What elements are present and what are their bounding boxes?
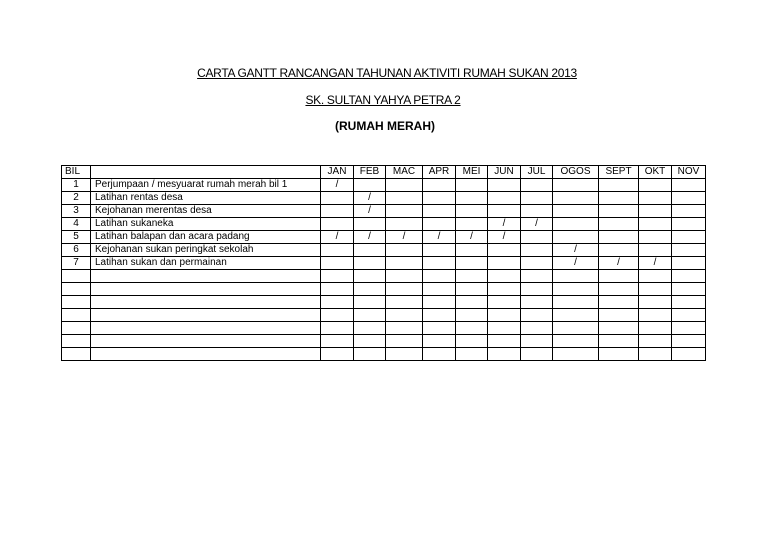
- empty-cell: [488, 296, 521, 309]
- empty-cell: [553, 348, 599, 361]
- gantt-table: [61, 165, 706, 361]
- empty-row: [62, 335, 706, 348]
- month-mark-cell: [672, 231, 706, 244]
- empty-cell: [91, 270, 321, 283]
- empty-cell: [354, 296, 386, 309]
- month-mark-cell: [599, 231, 639, 244]
- month-mark-cell: [321, 218, 354, 231]
- empty-cell: [599, 270, 639, 283]
- empty-cell: [488, 270, 521, 283]
- month-mark-cell: [553, 231, 599, 244]
- empty-cell: [599, 296, 639, 309]
- empty-cell: [354, 309, 386, 322]
- table-row: [62, 231, 706, 244]
- empty-cell: [386, 270, 423, 283]
- month-mark-cell: [423, 192, 456, 205]
- empty-row: [62, 283, 706, 296]
- month-header: APR: [423, 166, 456, 179]
- month-mark-cell: [521, 205, 553, 218]
- empty-cell: [521, 270, 553, 283]
- month-mark-cell: [423, 179, 456, 192]
- month-mark-cell: [599, 205, 639, 218]
- empty-cell: [639, 296, 672, 309]
- empty-cell: [456, 309, 488, 322]
- empty-cell: [423, 322, 456, 335]
- empty-cell: [91, 309, 321, 322]
- empty-cell: [386, 309, 423, 322]
- month-mark-cell: [386, 257, 423, 270]
- table-row: [62, 218, 706, 231]
- month-mark-cell: /: [488, 231, 521, 244]
- empty-cell: [488, 283, 521, 296]
- empty-row: [62, 309, 706, 322]
- month-mark-cell: [488, 192, 521, 205]
- empty-cell: [521, 335, 553, 348]
- table-row: [62, 257, 706, 270]
- empty-cell: [321, 296, 354, 309]
- empty-cell: [456, 296, 488, 309]
- empty-cell: [386, 348, 423, 361]
- month-mark-cell: [354, 218, 386, 231]
- month-mark-cell: [521, 244, 553, 257]
- empty-cell: [386, 296, 423, 309]
- empty-cell: [423, 348, 456, 361]
- empty-cell: [456, 348, 488, 361]
- empty-cell: [672, 348, 706, 361]
- empty-cell: [672, 270, 706, 283]
- empty-cell: [321, 309, 354, 322]
- month-header: OKT: [639, 166, 672, 179]
- month-mark-cell: /: [423, 231, 456, 244]
- month-mark-cell: [321, 244, 354, 257]
- month-header: SEPT: [599, 166, 639, 179]
- empty-cell: [91, 283, 321, 296]
- month-mark-cell: [321, 192, 354, 205]
- empty-cell: [321, 348, 354, 361]
- month-mark-cell: [423, 205, 456, 218]
- month-mark-cell: [354, 179, 386, 192]
- empty-cell: [321, 322, 354, 335]
- month-mark-cell: /: [639, 257, 672, 270]
- month-mark-cell: [456, 179, 488, 192]
- empty-cell: [321, 270, 354, 283]
- month-mark-cell: [321, 205, 354, 218]
- month-mark-cell: [354, 244, 386, 257]
- empty-cell: [488, 322, 521, 335]
- empty-cell: [639, 322, 672, 335]
- empty-cell: [521, 348, 553, 361]
- month-mark-cell: [321, 257, 354, 270]
- school-name: SK. SULTAN YAHYA PETRA 2: [305, 93, 461, 107]
- month-mark-cell: [672, 179, 706, 192]
- month-mark-cell: /: [456, 231, 488, 244]
- empty-row: [62, 322, 706, 335]
- empty-cell: [354, 283, 386, 296]
- activity-cell: Latihan sukan dan permainan: [91, 257, 321, 270]
- header-row: [62, 166, 706, 179]
- month-mark-cell: [672, 192, 706, 205]
- empty-cell: [599, 335, 639, 348]
- empty-cell: [553, 270, 599, 283]
- month-mark-cell: [423, 244, 456, 257]
- month-mark-cell: [354, 257, 386, 270]
- empty-cell: [354, 322, 386, 335]
- month-mark-cell: [672, 244, 706, 257]
- empty-cell: [354, 270, 386, 283]
- empty-cell: [521, 283, 553, 296]
- month-mark-cell: [599, 244, 639, 257]
- month-mark-cell: /: [354, 205, 386, 218]
- month-mark-cell: [672, 218, 706, 231]
- empty-cell: [321, 335, 354, 348]
- empty-cell: [672, 309, 706, 322]
- empty-cell: [553, 335, 599, 348]
- empty-cell: [639, 335, 672, 348]
- month-mark-cell: /: [354, 231, 386, 244]
- activity-header: [91, 166, 321, 179]
- month-mark-cell: [488, 244, 521, 257]
- empty-cell: [354, 335, 386, 348]
- row-number: 4: [62, 218, 91, 231]
- month-mark-cell: [386, 205, 423, 218]
- empty-cell: [321, 283, 354, 296]
- empty-row: [62, 296, 706, 309]
- empty-cell: [62, 322, 91, 335]
- month-mark-cell: [599, 218, 639, 231]
- empty-cell: [488, 348, 521, 361]
- empty-cell: [62, 283, 91, 296]
- empty-cell: [62, 348, 91, 361]
- empty-cell: [423, 296, 456, 309]
- empty-cell: [62, 309, 91, 322]
- row-number: 7: [62, 257, 91, 270]
- month-mark-cell: [456, 244, 488, 257]
- empty-cell: [639, 309, 672, 322]
- month-mark-cell: [386, 244, 423, 257]
- row-number: 1: [62, 179, 91, 192]
- empty-cell: [456, 335, 488, 348]
- activity-cell: Kejohanan merentas desa: [91, 205, 321, 218]
- month-mark-cell: [521, 192, 553, 205]
- table-row: [62, 179, 706, 192]
- month-mark-cell: [672, 205, 706, 218]
- month-mark-cell: /: [553, 257, 599, 270]
- month-mark-cell: [639, 231, 672, 244]
- month-mark-cell: [553, 179, 599, 192]
- empty-cell: [91, 322, 321, 335]
- empty-cell: [91, 348, 321, 361]
- empty-cell: [423, 283, 456, 296]
- empty-cell: [488, 335, 521, 348]
- empty-cell: [456, 283, 488, 296]
- activity-cell: Latihan balapan dan acara padang: [91, 231, 321, 244]
- month-mark-cell: [553, 192, 599, 205]
- row-number: 3: [62, 205, 91, 218]
- empty-cell: [423, 335, 456, 348]
- empty-cell: [553, 322, 599, 335]
- row-number: 2: [62, 192, 91, 205]
- empty-row: [62, 348, 706, 361]
- empty-cell: [456, 322, 488, 335]
- empty-cell: [354, 348, 386, 361]
- month-mark-cell: /: [488, 218, 521, 231]
- activity-cell: Kejohanan sukan peringkat sekolah: [91, 244, 321, 257]
- month-mark-cell: [488, 257, 521, 270]
- empty-cell: [521, 296, 553, 309]
- month-mark-cell: [639, 218, 672, 231]
- month-header: JAN: [321, 166, 354, 179]
- empty-cell: [91, 296, 321, 309]
- empty-cell: [553, 296, 599, 309]
- month-mark-cell: [386, 179, 423, 192]
- month-mark-cell: [521, 179, 553, 192]
- month-mark-cell: [386, 192, 423, 205]
- table-row: [62, 205, 706, 218]
- month-mark-cell: [423, 218, 456, 231]
- empty-cell: [423, 270, 456, 283]
- document-title: CARTA GANTT RANCANGAN TAHUNAN AKTIVITI RUMAH SUKAN 2013: [197, 66, 577, 80]
- month-header: JUL: [521, 166, 553, 179]
- empty-cell: [639, 348, 672, 361]
- empty-cell: [599, 283, 639, 296]
- month-header: JUN: [488, 166, 521, 179]
- empty-cell: [423, 309, 456, 322]
- month-mark-cell: [488, 179, 521, 192]
- month-mark-cell: [553, 205, 599, 218]
- activity-cell: Latihan sukaneka: [91, 218, 321, 231]
- empty-cell: [62, 270, 91, 283]
- month-header: OGOS: [553, 166, 599, 179]
- month-mark-cell: [456, 257, 488, 270]
- month-header: NOV: [672, 166, 706, 179]
- house-name: (RUMAH MERAH): [335, 119, 435, 133]
- activity-cell: Perjumpaan / mesyuarat rumah merah bil 1: [91, 179, 321, 192]
- empty-cell: [488, 309, 521, 322]
- month-mark-cell: [672, 257, 706, 270]
- month-mark-cell: [639, 244, 672, 257]
- empty-cell: [62, 296, 91, 309]
- empty-cell: [521, 309, 553, 322]
- empty-cell: [456, 270, 488, 283]
- empty-cell: [386, 322, 423, 335]
- month-mark-cell: [521, 257, 553, 270]
- empty-cell: [599, 348, 639, 361]
- empty-cell: [553, 309, 599, 322]
- empty-cell: [386, 335, 423, 348]
- month-mark-cell: [456, 192, 488, 205]
- empty-cell: [386, 283, 423, 296]
- month-mark-cell: [488, 205, 521, 218]
- month-mark-cell: [639, 179, 672, 192]
- empty-row: [62, 270, 706, 283]
- empty-cell: [599, 322, 639, 335]
- month-mark-cell: /: [599, 257, 639, 270]
- empty-cell: [672, 283, 706, 296]
- month-mark-cell: [639, 192, 672, 205]
- empty-cell: [672, 296, 706, 309]
- empty-cell: [639, 270, 672, 283]
- month-mark-cell: /: [521, 218, 553, 231]
- month-mark-cell: /: [386, 231, 423, 244]
- month-mark-cell: /: [321, 179, 354, 192]
- month-mark-cell: [599, 192, 639, 205]
- empty-cell: [672, 322, 706, 335]
- month-mark-cell: [456, 205, 488, 218]
- month-mark-cell: [599, 179, 639, 192]
- month-header: MEI: [456, 166, 488, 179]
- empty-cell: [62, 335, 91, 348]
- empty-cell: [672, 335, 706, 348]
- month-mark-cell: [456, 218, 488, 231]
- month-header: FEB: [354, 166, 386, 179]
- month-mark-cell: [639, 205, 672, 218]
- empty-cell: [553, 283, 599, 296]
- empty-cell: [639, 283, 672, 296]
- table-row: [62, 192, 706, 205]
- month-mark-cell: /: [354, 192, 386, 205]
- month-mark-cell: [386, 218, 423, 231]
- month-mark-cell: [521, 231, 553, 244]
- month-header: MAC: [386, 166, 423, 179]
- row-number: 5: [62, 231, 91, 244]
- month-mark-cell: /: [553, 244, 599, 257]
- activity-cell: Latihan rentas desa: [91, 192, 321, 205]
- empty-cell: [521, 322, 553, 335]
- month-mark-cell: [423, 257, 456, 270]
- empty-cell: [91, 335, 321, 348]
- month-mark-cell: [553, 218, 599, 231]
- month-mark-cell: /: [321, 231, 354, 244]
- table-row: [62, 244, 706, 257]
- row-number: 6: [62, 244, 91, 257]
- bil-header: BIL: [62, 166, 91, 179]
- empty-cell: [599, 309, 639, 322]
